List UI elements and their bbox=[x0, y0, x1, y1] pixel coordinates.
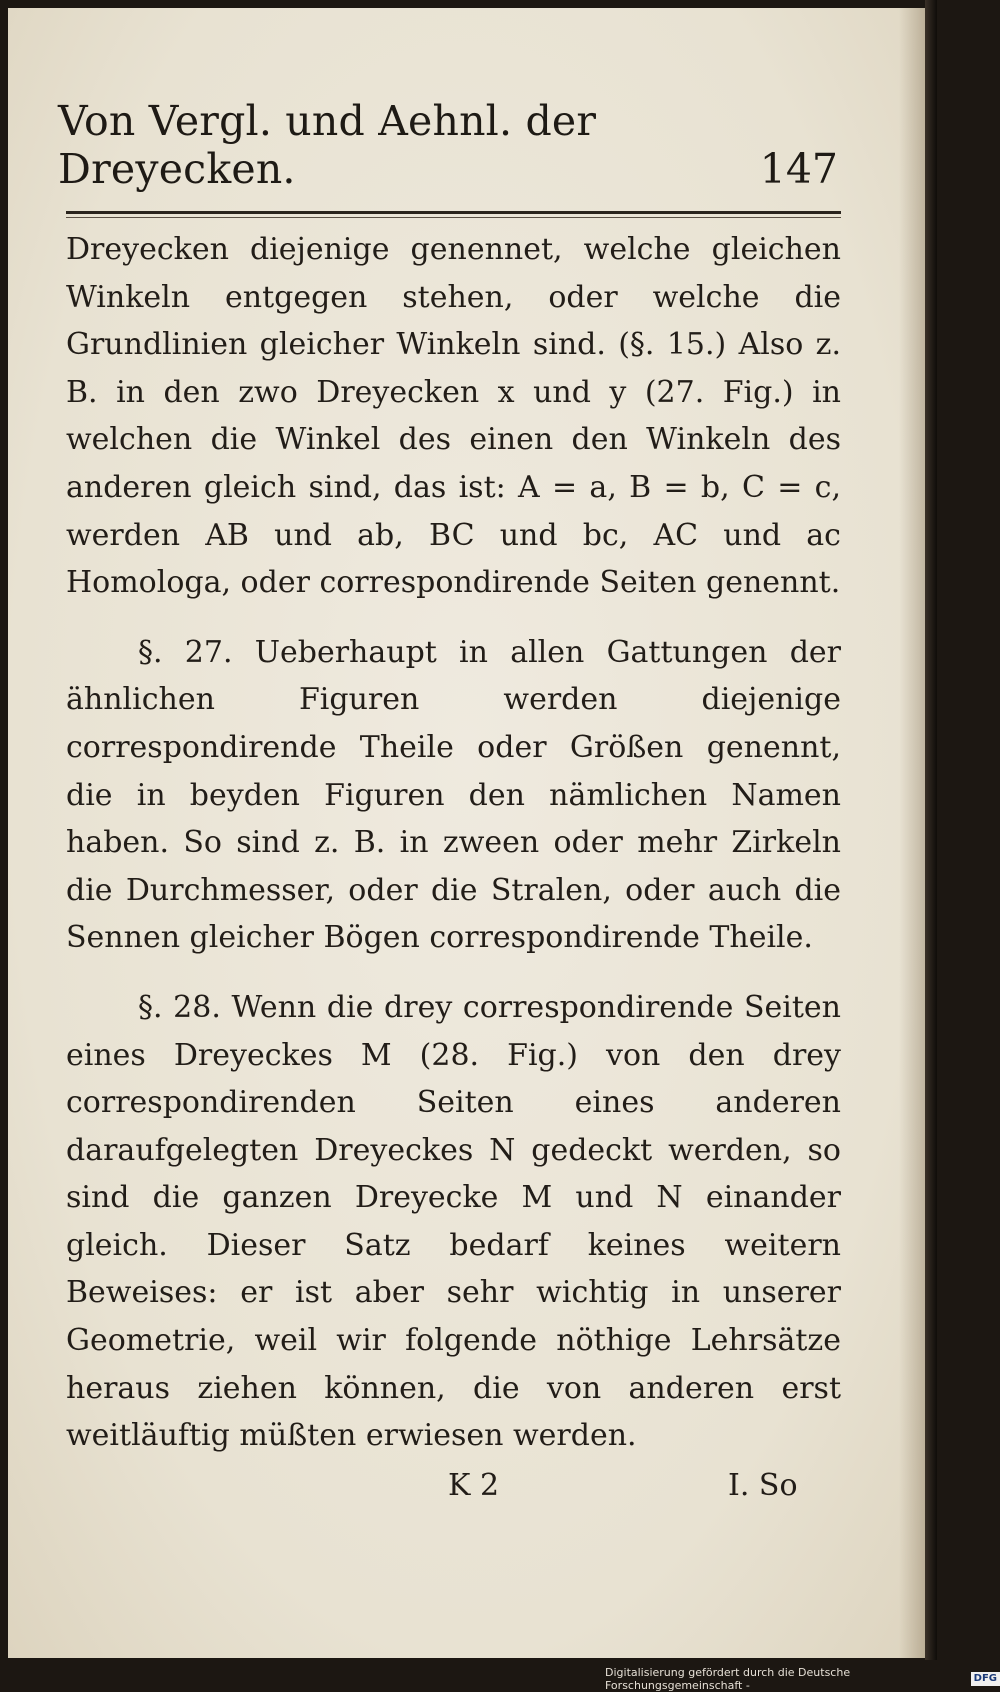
page-header bbox=[58, 97, 838, 193]
dfg-logo-icon: DFG bbox=[971, 1672, 1000, 1686]
page-footer bbox=[8, 1468, 925, 1518]
paragraph-continuation: Dreyecken diejenige genennet, welche gleichen Winkeln entgegen stehen, oder welche die Grundlinien gleicher Winkeln sind. (§. 15.) Also z. B. in den zwo Dreyecken x und y (27. Fig.) in welchen die Winkel des einen den Winkeln des anderen gleich sind, das ist: A = a, B = b, C = c, werden AB und ab, BC und bc, AC und ac Homologa, oder correspondirende Seiten genennt. bbox=[66, 232, 841, 601]
page-number: 147 bbox=[759, 145, 838, 193]
body-text bbox=[66, 226, 841, 1460]
credit-text: Digitalisierung gefördert durch die Deutsche Forschungsgemeinschaft - bbox=[605, 1666, 851, 1692]
header-rule-thin bbox=[66, 217, 841, 218]
running-head: Von Vergl. und Aehnl. der Dreyecken. bbox=[58, 97, 597, 193]
paragraph-section-27: §. 27. Ueberhaupt in allen Gattungen der ähnlichen Figuren werden diejenige correspondirende Theile oder Größen genennt, die in beyden Figuren den nämlichen Namen haben. So sind z. B. in zween oder mehr Zirkeln die Durchmesser, oder die Stralen, oder auch die Sennen gleicher Bögen correspondirende Theile. bbox=[66, 634, 841, 956]
signature-mark: K 2 bbox=[448, 1468, 500, 1503]
book-edge bbox=[925, 0, 937, 1660]
paragraph-section-28: §. 28. Wenn die drey correspondirende Seiten eines Dreyeckes M (28. Fig.) von den drey correspondirenden Seiten eines anderen daraufgelegten Dreyeckes N gedeckt werden, so sind die ganzen Dreyecke M und N einander gleich. Dieser Satz bedarf keines weitern Beweises: er ist aber sehr wichtig in unserer Geometrie, weil wir folgende nöthige Lehrsätze heraus ziehen können, die von anderen erst weitläuftig müßten erwiesen werden. bbox=[66, 989, 841, 1454]
book-page bbox=[8, 8, 925, 1658]
catchword: I. So bbox=[728, 1468, 798, 1503]
header-rule bbox=[66, 211, 841, 214]
page-shadow bbox=[899, 8, 925, 1658]
digitization-credit bbox=[605, 1666, 1000, 1692]
